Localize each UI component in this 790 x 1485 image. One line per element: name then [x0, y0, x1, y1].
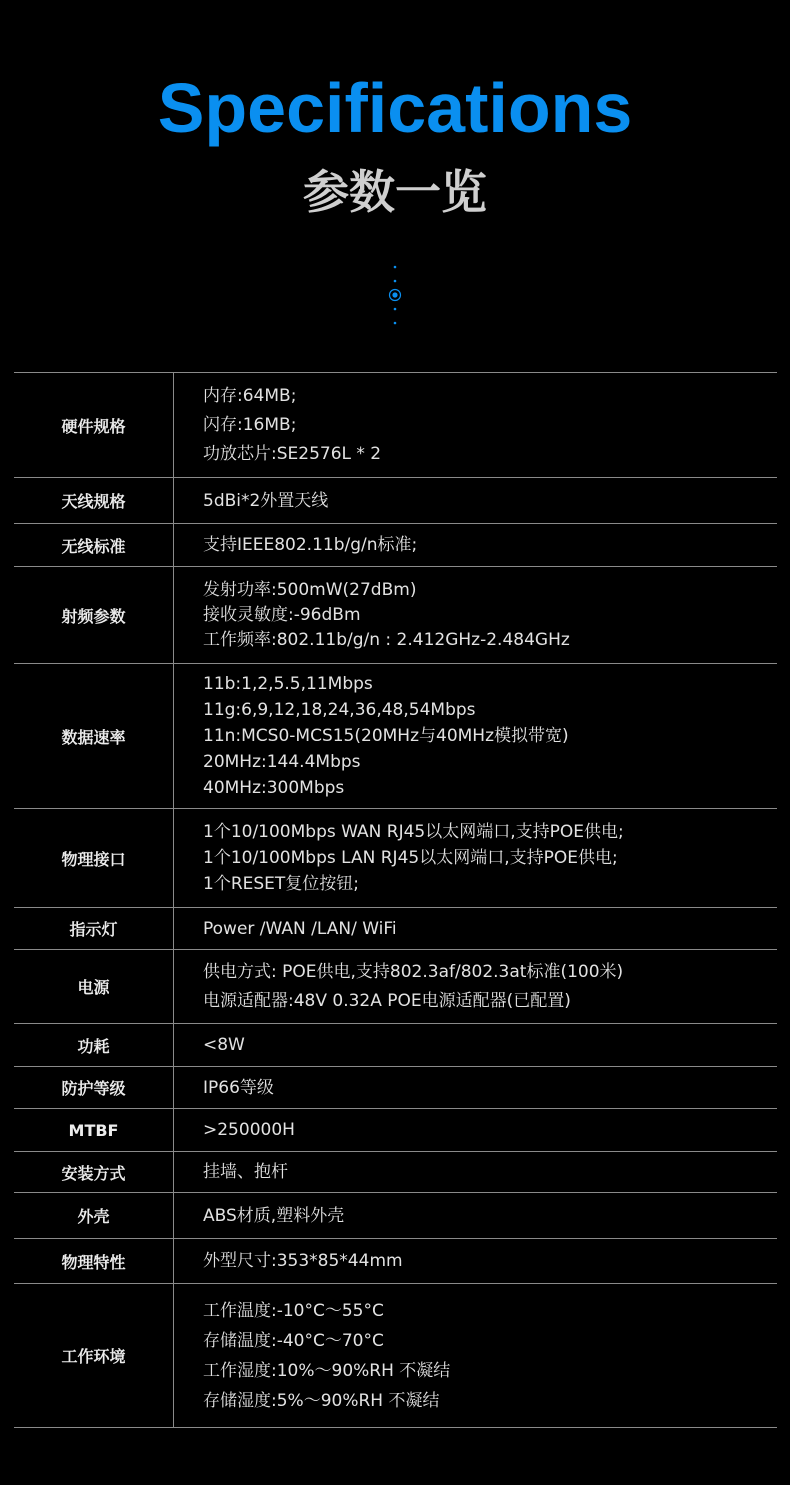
spec-value-line: 1个10/100Mbps LAN RJ45以太网端口,支持POE供电;: [203, 848, 618, 868]
spec-value-line: 支持IEEE802.11b/g/n标准;: [203, 535, 418, 555]
spec-value: [174, 664, 778, 809]
spec-value: [174, 809, 778, 908]
spec-value: [174, 373, 778, 478]
spec-value: [174, 1109, 778, 1152]
spec-value-line: 外型尺寸:353*85*44mm: [203, 1251, 403, 1271]
spec-value-line: ABS材质,塑料外壳: [203, 1205, 345, 1226]
spec-label: MTBF: [14, 1109, 174, 1152]
spec-label: 功耗: [14, 1024, 174, 1067]
spec-label: 指示灯: [14, 908, 174, 950]
spec-value-line: 接收灵敏度:-96dBm: [203, 604, 361, 625]
spec-row: [14, 1067, 777, 1109]
spec-value-line: 1个RESET复位按钮;: [203, 874, 360, 894]
spec-value-line: <8W: [203, 1035, 245, 1055]
spec-table: [14, 372, 777, 1428]
spec-row: [14, 1239, 777, 1284]
spec-value: [174, 1067, 778, 1109]
spec-label: 无线标准: [14, 524, 174, 567]
spec-value-line: 11n:MCS0-MCS15(20MHz与40MHz模拟带宽): [203, 726, 569, 746]
spec-value: [174, 1239, 778, 1284]
spec-value-line: 1个10/100Mbps WAN RJ45以太网端口,支持POE供电;: [203, 822, 624, 842]
spec-value: [174, 1284, 778, 1428]
spec-label: 物理接口: [14, 809, 174, 908]
spec-label: 安装方式: [14, 1152, 174, 1193]
page-subtitle: 参数一览: [303, 165, 487, 219]
spec-value-line: 工作湿度:10%～90%RH 不凝结: [203, 1360, 451, 1381]
spec-value-line: 40MHz:300Mbps: [203, 778, 345, 798]
spec-row: [14, 373, 777, 478]
dots-divider-icon: [385, 262, 405, 330]
spec-value-line: 11g:6,9,12,18,24,36,48,54Mbps: [203, 700, 476, 720]
spec-value: [174, 950, 778, 1024]
spec-row: [14, 567, 777, 664]
spec-row: [14, 908, 777, 950]
spec-value-line: 发射功率:500mW(27dBm): [203, 579, 417, 600]
spec-label: 工作环境: [14, 1284, 174, 1428]
spec-value-line: IP66等级: [203, 1077, 274, 1098]
spec-value-line: 存储温度:-40°C～70°C: [203, 1330, 384, 1351]
spec-value-line: 功放芯片:SE2576L * 2: [203, 443, 382, 464]
spec-label: 天线规格: [14, 478, 174, 524]
spec-value: [174, 908, 778, 950]
spec-value-line: 存储湿度:5%～90%RH 不凝结: [203, 1390, 440, 1411]
spec-row: [14, 478, 777, 524]
spec-value-line: 11b:1,2,5.5,11Mbps: [203, 674, 373, 694]
spec-row: [14, 664, 777, 809]
spec-label: 电源: [14, 950, 174, 1024]
spec-value-line: 闪存:16MB;: [203, 414, 297, 435]
spec-value-line: 供电方式: POE供电,支持802.3af/802.3at标准(100米): [203, 961, 624, 982]
spec-label: 防护等级: [14, 1067, 174, 1109]
spec-value-line: Power /WAN /LAN/ WiFi: [203, 918, 397, 939]
spec-label: 物理特性: [14, 1239, 174, 1284]
spec-row: [14, 809, 777, 908]
spec-label: 硬件规格: [14, 373, 174, 478]
spec-value-line: 工作频率:802.11b/g/n : 2.412GHz-2.484GHz: [203, 629, 570, 650]
spec-value-line: 20MHz:144.4Mbps: [203, 752, 361, 772]
spec-label: 射频参数: [14, 567, 174, 664]
spec-value-line: 5dBi*2外置天线: [203, 490, 329, 511]
spec-row: [14, 1109, 777, 1152]
spec-row: [14, 1152, 777, 1193]
spec-value: [174, 524, 778, 567]
page-title: Specifications: [157, 69, 633, 147]
spec-value-line: 挂墙、抱杆: [203, 1162, 288, 1182]
spec-row: [14, 1193, 777, 1239]
spec-label: 数据速率: [14, 664, 174, 809]
spec-value: [174, 1193, 778, 1239]
spec-row: [14, 1284, 777, 1428]
spec-value: [174, 567, 778, 664]
spec-value-line: 内存:64MB;: [203, 385, 297, 406]
spec-value-line: 工作温度:-10°C～55°C: [203, 1300, 384, 1321]
spec-value: [174, 478, 778, 524]
spec-value-line: 电源适配器:48V 0.32A POE电源适配器(已配置): [203, 990, 571, 1011]
spec-row: [14, 524, 777, 567]
spec-label: 外壳: [14, 1193, 174, 1239]
spec-value: [174, 1152, 778, 1193]
spec-value-line: >250000H: [203, 1120, 295, 1140]
spec-row: [14, 950, 777, 1024]
spec-value: [174, 1024, 778, 1067]
spec-row: [14, 1024, 777, 1067]
